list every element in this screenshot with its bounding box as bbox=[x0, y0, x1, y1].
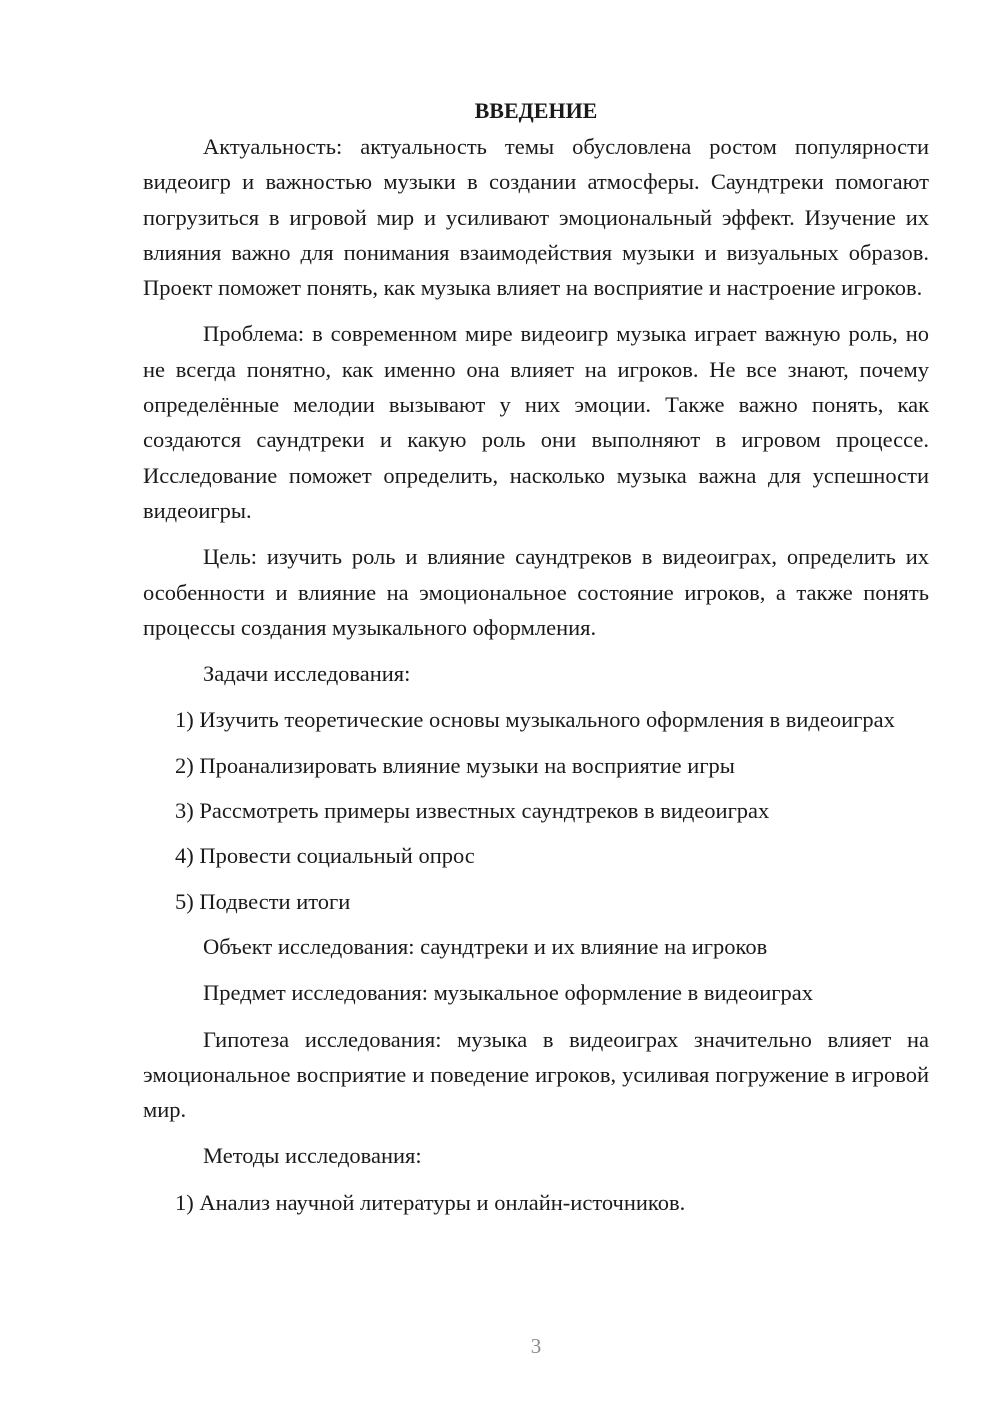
goal-paragraph: Цель: изучить роль и влияние саундтреков в видеоиграх, определить их особенности и влияние на эмоциональное состояние игроков, а также понять процессы создания музыкального оформления. bbox=[143, 544, 929, 640]
task-item: 4) Провести социальный опрос bbox=[175, 843, 475, 869]
task-item: 5) Подвести итоги bbox=[175, 888, 351, 914]
page-number bbox=[0, 1334, 1000, 1359]
page-body bbox=[143, 94, 929, 1230]
object-paragraph: Объект исследования: саундтреки и их влияние на игроков bbox=[203, 933, 768, 959]
method-item: 1) Анализ научной литературы и онлайн-источников. bbox=[175, 1189, 686, 1215]
task-item: 2) Проанализировать влияние музыки на восприятие игры bbox=[175, 752, 735, 778]
section-heading: ВВЕДЕНИЕ bbox=[474, 98, 598, 123]
page-number-label: 3 bbox=[530, 1334, 542, 1358]
subject-paragraph: Предмет исследования: музыкальное оформление в видеоиграх bbox=[203, 980, 813, 1006]
hypothesis-paragraph: Гипотеза исследования: музыка в видеоиграх значительно влияет на эмоциональное восприятие и поведение игроков, усиливая погружение в игровой мир. bbox=[143, 1026, 929, 1123]
methods-title: Методы исследования: bbox=[203, 1143, 422, 1169]
relevance-paragraph: Актуальность: актуальность темы обусловлена ростом популярности видеоигр и важностью музыки в создании атмосферы. Саундтреки помогают погрузиться в игровой мир и усиливают эмоциональный эффект. Изучение их влияния важно для понимания взаимодействия музыки и визуальных образов. Проект поможет понять, как музыка влияет на восприятие и настроение игроков. bbox=[143, 134, 929, 301]
tasks-title: Задачи исследования: bbox=[203, 661, 411, 687]
task-item: 3) Рассмотреть примеры известных саундтреков в видеоиграх bbox=[175, 798, 770, 824]
problem-paragraph: Проблема: в современном мире видеоигр музыка играет важную роль, но не всегда понятно, как именно она влияет на игроков. Не все знают, почему определённые мелодии вызывают у них эмоции. Также важно понять, как создаются саундтреки и какую роль они выполняют в игровом процессе. Исследование поможет определить, насколько музыка важна для успешности видеоигры. bbox=[143, 321, 929, 523]
task-item: 1) Изучить теоретические основы музыкального оформления в видеоиграх bbox=[175, 707, 895, 733]
